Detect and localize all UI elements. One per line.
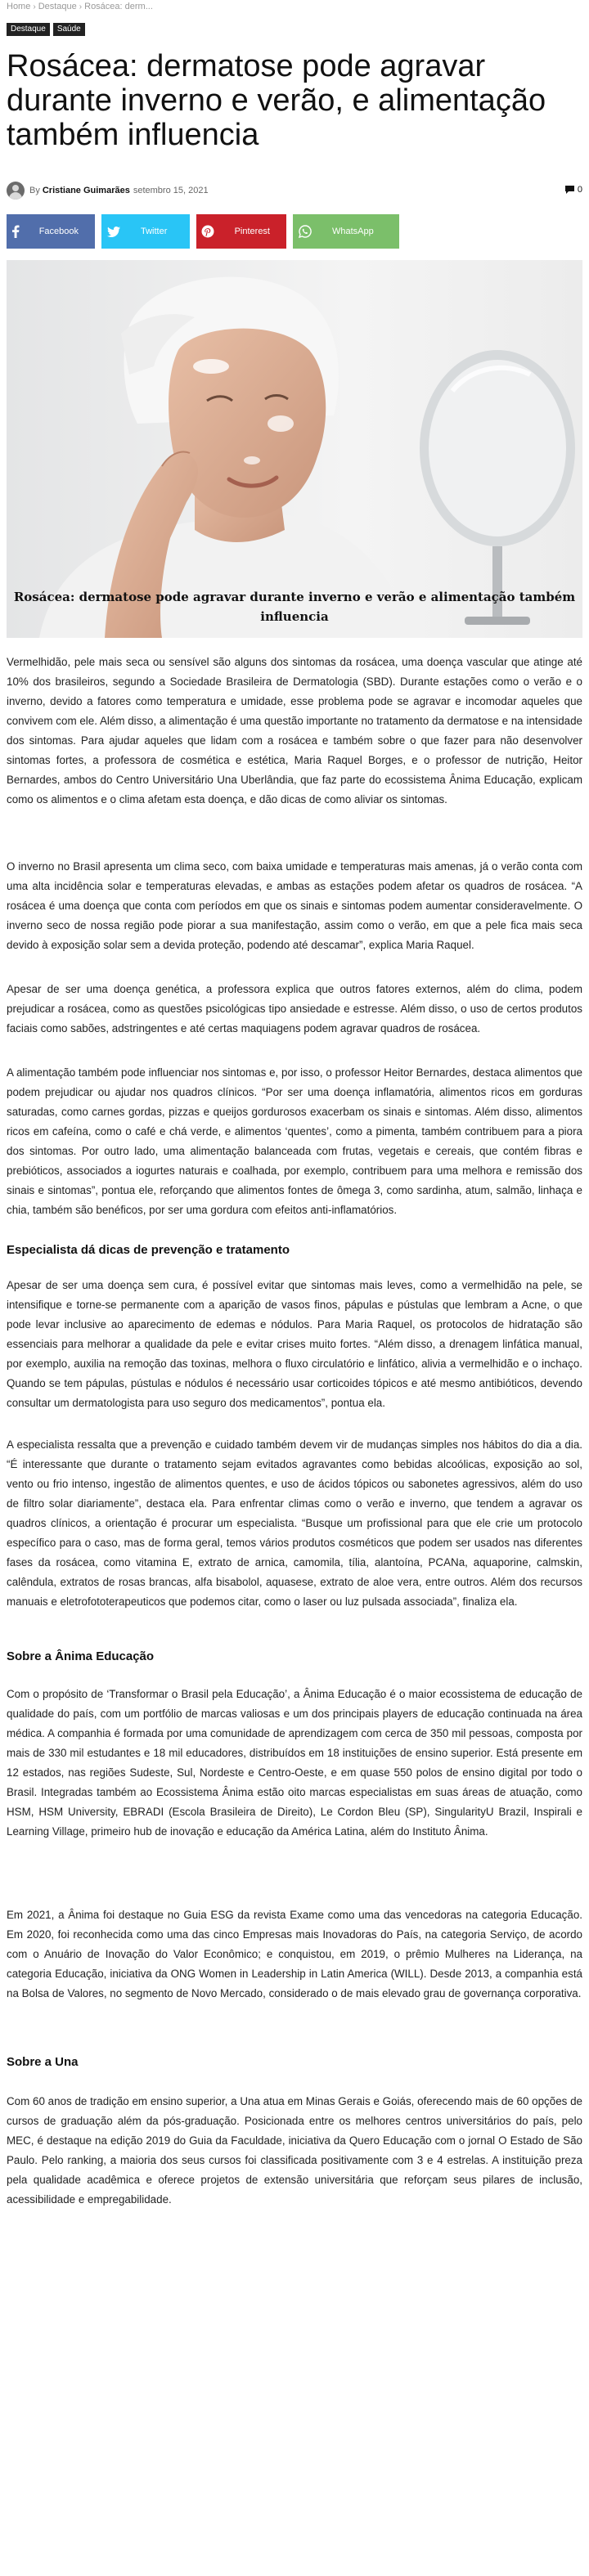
section-heading-prevencao: Especialista dá dicas de prevenção e tratamento xyxy=(7,1243,290,1257)
comments-link[interactable] xyxy=(565,185,582,195)
share-whatsapp-label: WhatsApp xyxy=(332,227,374,236)
whatsapp-icon xyxy=(293,214,317,249)
comment-count: 0 xyxy=(577,185,582,195)
category-tags xyxy=(7,23,85,36)
article-meta xyxy=(7,182,582,201)
article-title: Rosácea: dermatose pode agravar durante inverno e verão, e alimentação também influencia xyxy=(7,49,546,152)
share-facebook-label: Facebook xyxy=(38,227,79,236)
share-twitter-button[interactable] xyxy=(101,214,190,249)
section-heading-una: Sobre a Una xyxy=(7,2055,79,2069)
author-line xyxy=(29,186,209,195)
body-paragraph: Com o propósito de ‘Transformar o Brasil pela Educação’, a Ânima Educação é o maior ecossistema de educação de qualidade do país, com um portfólio de marcas valiosas e um dos principais players de educação continuada na área médica. A companhia é formada por uma comunidade de aprendizagem com cerca de 350 mil pessoas, composta por mais de 330 mil estudantes e 18 mil educadores, distribuídos em 18 instituições de ensino superior. Está presente em 12 estados, nas regiões Sudeste, Sul, Nordeste e Centro-Oeste, e em quase 550 polos de ensino digital por todo o Brasil. Integradas também ao Ecossistema Ânima estão oito marcas especialistas em suas áreas de atuação, como HSM, HSM University, EBRADI (Escola Brasileira de Direito), Le Cordon Bleu (SP), SingularityU Brazil, Inspirali e Learning Village, primeiro hub de inovação e educação da América Latina, além do Instituto Ânima. xyxy=(7,1688,582,1838)
image-caption: Rosácea: dermatose pode agravar durante inverno e verão e alimentação também influencia xyxy=(13,590,576,624)
body-paragraph: A especialista ressalta que a prevenção e cuidado também devem vir de mudanças simples nos hábitos do dia a dia. “É interessante que durante o tratamento sejam evitados agravantes como bebidas alcoólicas, exposição ao sol, vento ou frio intenso, ingestão de alimentos quentes, e uso de ácidos tópicos ou sabonetes agressivos, além do uso de filtro solar diariamente”, destaca ela. Para enfrentar climas como o verão e inverno, que tendem a agravar os quadros clínicos, a orientação é procurar um especialista. “Busque um profissional para que ele crie um protocolo específico para o caso, mas de forma geral, temos vários produtos cosméticos que podem ser usados nas diferentes fases da rosácea, como vitamina E, extrato de arnica, camomila, tília, alantoína, PCANa, aquaporine, calmskin, calêndula, extratos de rosas brancas, alfa bisabolol, aquasese, extrato de aloe vera, entre outros. Além dos recursos manuais e eletrofototerapeuticos que podemos citar, como o laser ou luz pulsada associada”, finaliza ela. xyxy=(7,1438,582,1608)
body-paragraph: A alimentação também pode influenciar nos sintomas e, por isso, o professor Heitor Bernardes, destaca alimentos que podem prejudicar ou ajudar nos quadros clínicos. “Por ser uma doença inflamatória, alimentos ricos em gorduras saturadas, como carnes gordas, pizzas e queijos gordurosos exacerbam os sinais e sintomas. Além disso, alimentos ricos em cafeína, como o café e chá verde, e alimentos ‘quentes’, como a pimenta, também contribuem para a piora dos sintomas. Por outro lado, uma alimentação balanceada com frutas, vegetais e cereais, que contém fibras e prebióticos, associados a iogurtes naturais e coalhada, por exemplo, contribuem para uma melhora e remissão dos sinais e sintomas”, pontua ele, reforçando que alimentos fontes de ômega 3, como sardinha, atum, salmão, linhaça e chia, também são benéficos, por ser uma gordura com efeitos anti-inflamatórios. xyxy=(7,1066,582,1216)
body-paragraph: Em 2021, a Ânima foi destaque no Guia ESG da revista Exame como uma das vencedoras na categoria Educação. Em 2020, foi reconhecida como uma das cinco Empresas mais Inovadoras do País, na categoria Serviço, de acordo com o Anuário de Inovação do Valor Econômico; e conquistou, em 2019, o prêmio Mulheres na Liderança, na categoria Educação, iniciativa da ONG Women in Leadership in Latin America (WILL). Desde 2013, a companhia está na Bolsa de Valores, no segmento de Novo Mercado, considerado o de mais elevado grau de governança corporativa. xyxy=(7,1909,582,1999)
share-bar xyxy=(7,214,399,249)
body-paragraph: O inverno no Brasil apresenta um clima seco, com baixa umidade e temperaturas mais amenas, já o verão conta com uma alta incidência solar e temperaturas elevadas, e ambas as estações podem afetar os quadros de rosácea. “A rosácea é uma doença que conta com períodos em que os sinais e sintomas podem aumentar consideravelmente. O inverno seco de nossa região pode piorar a sua manifestação, assim como o verão, em que a pele fica mais seca devido à exposição solar sem a devida proteção, podendo até descamar”, explica Maria Raquel. xyxy=(7,860,582,951)
pinterest-icon xyxy=(196,214,220,249)
body-paragraph: Apesar de ser uma doença genética, a professora explica que outros fatores externos, além do clima, podem prejudicar a rosácea, como as questões psicológicas tipo ansiedade e estresse. Além disso, o uso de certos produtos faciais como sabões, adstringentes e até certas maquiagens podem agravar quadros de rosácea. xyxy=(7,983,582,1034)
breadcrumb-home-link[interactable]: Home xyxy=(7,2,31,11)
twitter-icon xyxy=(101,214,126,249)
avatar-body-shape xyxy=(9,192,22,200)
author-name-link[interactable]: Cristiane Guimarães xyxy=(42,186,130,195)
body-paragraph: Vermelhidão, pele mais seca ou sensível são alguns dos sintomas da rosácea, uma doença vascular que atinge até 10% dos brasileiros, segundo a Sociedade Brasileira de Dermatologia (SBD). Durante estações como o verão e o inverno, devido a fatores como temperatura e umidade, esse problema pode se agravar e incomodar aqueles que convivem com ele. Além disso, a alimentação é uma questão importante no tratamento da dermatose e na intensidade dos sintomas. Para ajudar aqueles que lidam com a rosácea e também sobre o que fazer para não desenvolver sintomas fortes, a professora de cosmética e estética, Maria Raquel Borges, e o professor de nutrição, Heitor Bernardes, ambos do Centro Universitário Una Uberlândia, que faz parte do ecossistema Ânima Educação, explicam como os alimentos e o clima afetam esta doença, e dão dicas de como aliviar os sintomas. xyxy=(7,656,582,806)
category-tag-saude[interactable]: Saúde xyxy=(53,23,85,36)
author-by-label: By xyxy=(29,186,40,195)
share-pinterest-button[interactable] xyxy=(196,214,286,249)
author-avatar[interactable] xyxy=(7,182,25,200)
publish-date: setembro 15, 2021 xyxy=(133,186,209,195)
share-pinterest-label: Pinterest xyxy=(234,227,270,236)
breadcrumb-separator-icon: › xyxy=(33,2,36,11)
share-whatsapp-button[interactable] xyxy=(293,214,399,249)
share-twitter-label: Twitter xyxy=(141,227,168,236)
comment-icon xyxy=(565,186,574,194)
woman-applying-cream-illustration xyxy=(7,260,582,638)
facebook-icon xyxy=(7,214,25,249)
avatar-head-shape xyxy=(12,185,19,191)
breadcrumb-current: Rosácea: derm... xyxy=(84,2,153,11)
breadcrumb-separator-icon: › xyxy=(79,2,83,11)
category-tag-destaque[interactable]: Destaque xyxy=(7,23,50,36)
featured-image xyxy=(7,260,582,638)
share-facebook-button[interactable] xyxy=(7,214,95,249)
breadcrumb-category-link[interactable]: Destaque xyxy=(38,2,77,11)
section-heading-anima: Sobre a Ânima Educação xyxy=(7,1649,155,1663)
body-paragraph: Apesar de ser uma doença sem cura, é possível evitar que sintomas mais leves, como a vermelhidão na pele, se intensifique e torne-se permanente com a aparição de vasos finos, pápulas e pústulas que lembram a Acne, o que pode levar inclusive ao aparecimento de edemas e nódulos. Para Maria Raquel, os protocolos de hidratação são essenciais para melhorar a qualidade da pele e evitar crises muito fortes. “Além disso, a drenagem linfática manual, por exemplo, auxilia na remoção das toxinas, melhora o fluxo circulatório e linfático, alivia a vermelhidão e o inchaço. Quando se tem pápulas, pústulas e nódulos é necessário usar corticoides tópicos e até mesmo antibióticos, devendo consultar um dermatologista para uso seguro dos medicamentos”, pontua ela. xyxy=(7,1279,582,1409)
body-paragraph: Com 60 anos de tradição em ensino superior, a Una atua em Minas Gerais e Goiás, oferecendo mais de 60 opções de cursos de graduação além da pós-graduação. Posicionada entre os melhores centros universitários do país, pelo MEC, é destaque na edição 2019 do Guia da Faculdade, iniciativa da Quero Educação com o jornal O Estado de São Paulo. Pelo ranking, a maioria dos seus cursos foi classificada positivamente com 3 e 4 estrelas. A instituição preza pela qualidade acadêmica e oferece projetos de extensão universitária que reforçam seus pilares de inclusão, acessibilidade e empregabilidade. xyxy=(7,2095,582,2206)
breadcrumb xyxy=(7,0,153,13)
